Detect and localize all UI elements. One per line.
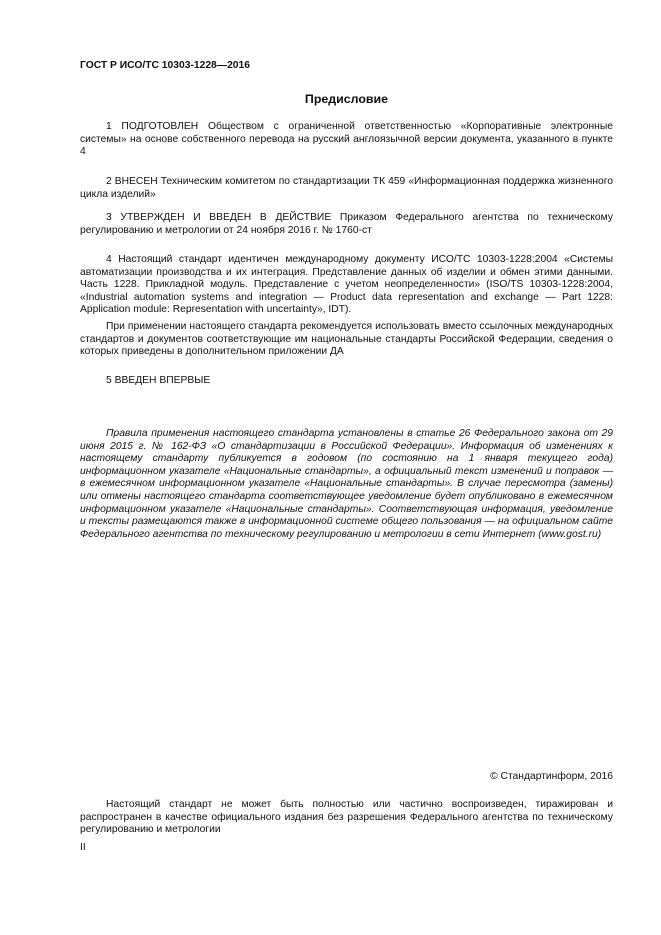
item-first-introduced: 5 ВВЕДЕН ВПЕРВЫЕ: [106, 375, 211, 386]
item-introduced: 2 ВНЕСЕН Техническим комитетом по стандартизации ТК 459 «Информационная поддержка жизненного цикла изделий»: [80, 176, 613, 200]
reproduction-notice: Настоящий стандарт не может быть полностью или частично воспроизведен, тиражирован и распространен в качестве официального издания без разрешения Федерального агентства по техническому регулированию и метрологии: [80, 799, 613, 836]
item-identical: 4 Настоящий стандарт идентичен международному документу ИСО/ТС 10303-1228:2004 «Системы автоматизации производства и их интеграция. Представление данных об изделии и обмен этими данными. Часть 1228. Прикладной модуль. Представление с учетом неопределенности» (ISO/TS 10303-1228:2004, «Industrial automation systems and integration — Product data representation and exchange — Part 1228: Application module: Representation with uncertainty», IDT).: [80, 254, 613, 316]
item-reference-note: При применении настоящего стандарта рекомендуется использовать вместо ссылочных международных стандартов и документов соответствующие им национальные стандарты Российской Федерации, сведения о которых приведены в дополнительном приложении ДА: [80, 321, 613, 358]
page-title: Предисловие: [304, 92, 389, 106]
page-number: II: [80, 842, 86, 853]
item-prepared: 1 ПОДГОТОВЛЕН Обществом с ограниченной ответственностью «Корпоративные электронные системы» на основе собственного перевода на русский англоязычной версии документа, указанного в пункте 4: [80, 121, 613, 158]
copyright-line: © Стандартинформ, 2016: [490, 771, 613, 782]
item-approved: 3 УТВЕРЖДЕН И ВВЕДЕН В ДЕЙСТВИЕ Приказом Федерального агентства по техническому регулированию и метрологии от 24 ноября 2016 г. № 1760-ст: [80, 212, 613, 236]
application-notice: Правила применения настоящего стандарта установлены в статье 26 Федерального закона от 29 июня 2015 г. № 162-ФЗ «О стандартизации в Российской Федерации». Информация об изменениях к настоящему стандарту публикуется в годовом (по состоянию на 1 января текущего года) информационном указателе «Национальные стандарты», а официальный текст изменений и поправок — в ежемесячном информационном указателе «Национальные стандарты». В случае пересмотра (замены) или отмены настоящего стандарта соответствующее уведомление будет опубликовано в ежемесячном информационном указателе «Национальные стандарты». Соответствующая информация, уведомление и тексты размещаются также в информационной системе общего пользования — на официальном сайте Федерального агентства по техническому регулированию и метрологии в сети Интернет (www.gost.ru): [80, 428, 613, 540]
document-code: ГОСТ Р ИСО/ТС 10303-1228—2016: [80, 60, 250, 71]
